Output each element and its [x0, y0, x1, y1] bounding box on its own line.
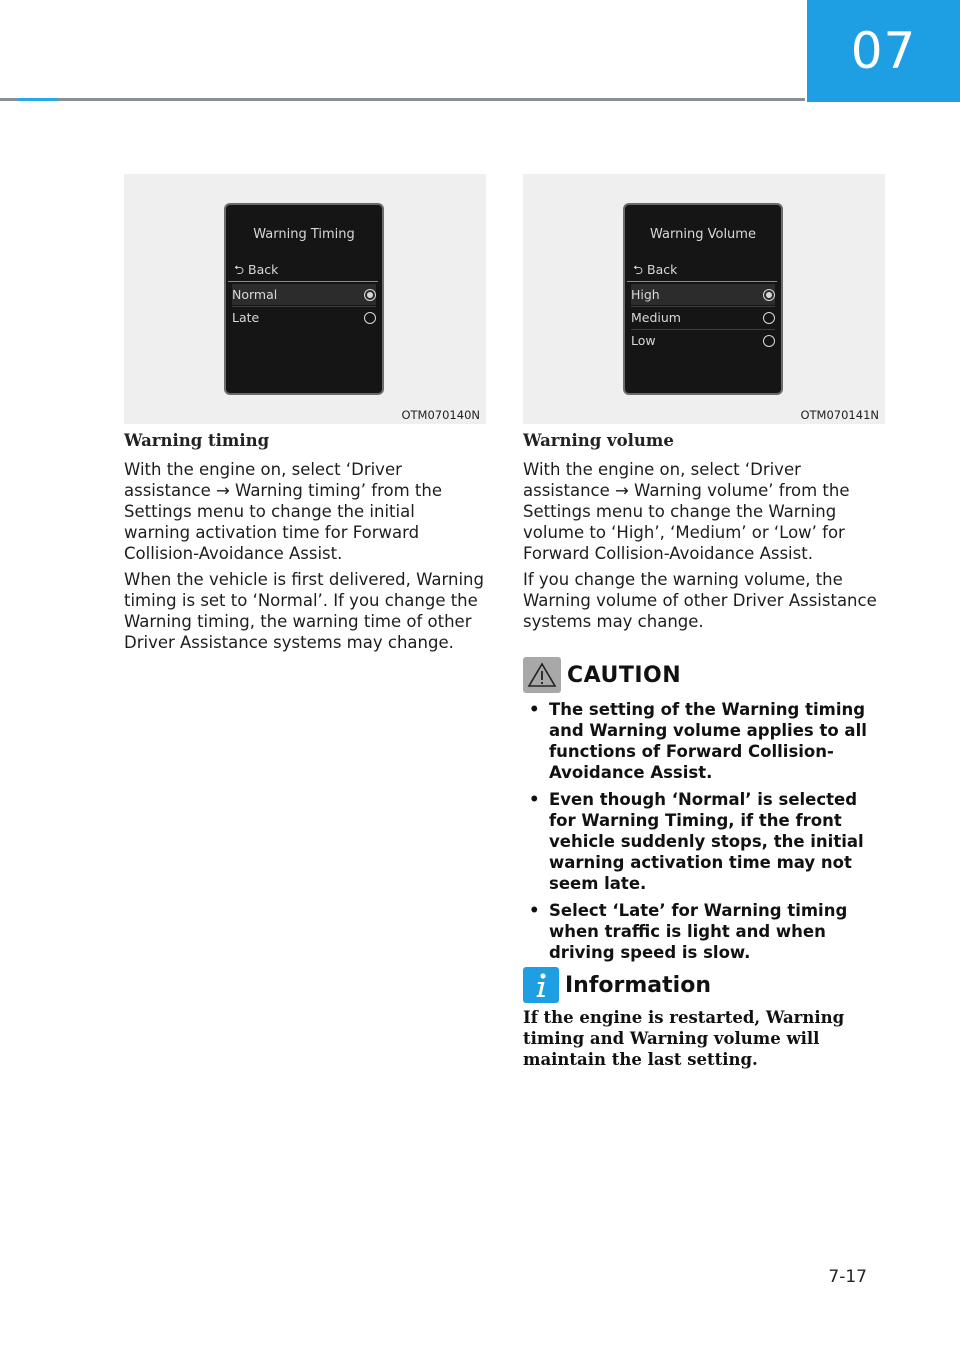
paragraph: With the engine on, select ‘Driver assistance → Warning volume’ from the Settings menu to change the Warning volume to ‘High’, ‘Medium’ or ‘Low’ for Forward Collision-Avoidance Assist.	[523, 460, 850, 563]
option-label: High	[631, 287, 660, 302]
paragraph: With the engine on, select ‘Driver assistance → Warning timing’ from the Settings menu to change the initial warning activation time for Forward Collision-Avoidance Assist.	[124, 460, 442, 563]
radio-empty-icon	[763, 335, 775, 347]
caution-header	[523, 657, 681, 693]
divider	[627, 281, 777, 282]
list-item: • The setting of the Warning timing and Warning volume applies to all functions of Forward Collision-Avoidance Assist.	[523, 699, 888, 783]
list-item: • Select ‘Late’ for Warning timing when traffic is light and when driving speed is slow.	[523, 900, 888, 963]
back-row	[633, 261, 677, 282]
back-label: Back	[248, 262, 279, 277]
radio-empty-icon	[763, 312, 775, 324]
information-text: If the engine is restarted, Warning timing and Warning volume will maintain the last setting.	[523, 1008, 845, 1069]
list-item: • Even though ‘Normal’ is selected for Warning Timing, if the front vehicle suddenly stops, the initial warning activation time may not seem late.	[523, 789, 888, 894]
chapter-number: 07	[850, 22, 917, 80]
option-label: Late	[232, 310, 260, 325]
information-title: Information	[565, 972, 711, 998]
figure-code: OTM070141N	[800, 408, 879, 422]
back-arrow-icon: ⮌	[633, 262, 644, 277]
divider	[228, 281, 378, 282]
info-icon	[523, 967, 559, 1003]
section-heading: Warning volume	[523, 431, 674, 450]
header-rule	[0, 98, 805, 101]
paragraph: When the vehicle is first delivered, Warning timing is set to ‘Normal’. If you change the Warning timing, the warning time of other Driver Assistance systems may change.	[124, 570, 484, 652]
option-label: Low	[631, 333, 656, 348]
screen-title: Warning Volume	[650, 227, 756, 242]
caution-title: CAUTION	[567, 662, 682, 688]
option-label: Medium	[631, 310, 681, 325]
cluster-screen	[224, 203, 384, 395]
back-label: Back	[647, 262, 678, 277]
cluster-screen	[623, 203, 783, 395]
screen-title: Warning Timing	[253, 227, 355, 242]
figure-warning-timing	[124, 174, 486, 424]
radio-selected-icon	[763, 289, 775, 301]
section-heading: Warning timing	[124, 431, 270, 450]
paragraph: If you change the warning volume, the Warning volume of other Driver Assistance systems may change.	[523, 570, 877, 631]
option-normal	[232, 284, 376, 305]
option-late	[232, 307, 376, 328]
caution-list	[523, 699, 888, 969]
information-header	[523, 967, 711, 1003]
figure-code: OTM070140N	[401, 408, 480, 422]
chapter-tab	[807, 0, 960, 102]
radio-empty-icon	[364, 312, 376, 324]
option-high	[631, 284, 775, 305]
option-medium	[631, 307, 775, 328]
page-number: 7-17	[828, 1267, 867, 1287]
back-row	[234, 261, 278, 282]
option-label: Normal	[232, 287, 278, 302]
figure-warning-volume	[523, 174, 885, 424]
back-arrow-icon: ⮌	[234, 262, 245, 277]
warning-triangle-icon	[523, 657, 561, 693]
radio-selected-icon	[364, 289, 376, 301]
option-low	[631, 330, 775, 351]
